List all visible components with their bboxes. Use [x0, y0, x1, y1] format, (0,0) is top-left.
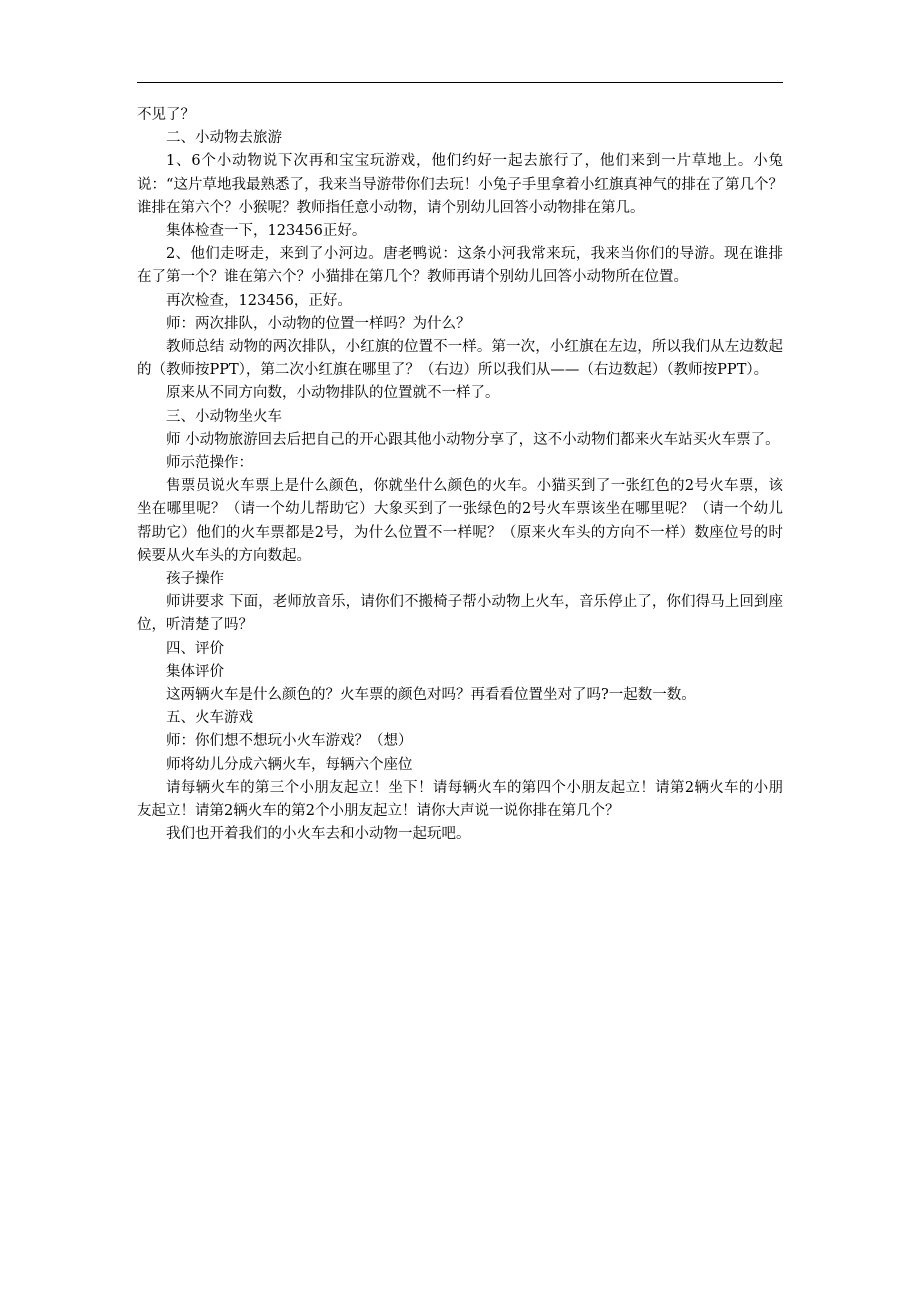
paragraph: 师 小动物旅游回去后把自己的开心跟其他小动物分享了，这不小动物们都来火车站买火车票了。	[166, 431, 780, 448]
section-heading: 四、评价	[166, 640, 224, 657]
section-heading: 二、小动物去旅游	[166, 130, 282, 147]
paragraph: 我们也开着我们的小火车去和小动物一起玩吧。	[166, 826, 471, 843]
paragraph: 2、他们走呀走，来到了小河边。唐老鸭说：这条小河我常来玩，我来当你们的导游。现在谁排在了第一个？谁在第六个？小猫排在第几个？教师再请个别幼儿回答小动物所在位置。	[137, 246, 783, 286]
paragraph: 师将幼儿分成六辆火车，每辆六个座位	[166, 756, 413, 773]
section-heading: 三、小动物坐火车	[166, 408, 282, 425]
document-body	[137, 104, 783, 847]
paragraph: 师：两次排队，小动物的位置一样吗？为什么？	[166, 315, 471, 332]
paragraph: 不见了？	[137, 107, 195, 123]
paragraph: 师示范操作：	[166, 455, 253, 472]
paragraph: 1、6个小动物说下次再和宝宝玩游戏，他们约好一起去旅行了，他们来到一片草地上。小兔说：“这片草地我最熟悉了，我来当导游带你们去玩！小兔子手里拿着小红旗真神气的排在了第几个？谁排在第六个？小猴呢？教师指任意小动物，请个别幼儿回答小动物排在第几。	[137, 153, 783, 216]
paragraph: 原来从不同方向数，小动物排队的位置就不一样了。	[166, 385, 500, 402]
paragraph: 这两辆火车是什么颜色的？火车票的颜色对吗？再看看位置坐对了吗?一起数一数。	[166, 687, 696, 704]
section-heading: 五、火车游戏	[166, 710, 253, 727]
paragraph: 孩子操作	[166, 571, 224, 588]
paragraph: 集体评价	[166, 663, 224, 680]
paragraph: 再次检查，123456，正好。	[166, 292, 352, 309]
header-rule	[137, 82, 783, 83]
paragraph: 师：你们想不想玩小火车游戏？（想）	[166, 733, 413, 750]
paragraph: 请每辆火车的第三个小朋友起立！坐下！请每辆火车的第四个小朋友起立！请第2辆火车的小朋友起立！请第2辆火车的第2个小朋友起立！请你大声说一说你排在第几个？	[137, 779, 783, 820]
paragraph: 集体检查一下，123456正好。	[166, 223, 367, 240]
paragraph: 教师总结 动物的两次排队，小红旗的位置不一样。第一次，小红旗在左边，所以我们从左边数起的（教师按PPT），第二次小红旗在哪里了？（右边）所以我们从——（右边数起）（教师按PPT）。	[137, 339, 783, 379]
paragraph: 售票员说火车票上是什么颜色，你就坐什么颜色的火车。小猫买到了一张红色的2号火车票，该坐在哪里呢？（请一个幼儿帮助它）大象买到了一张绿色的2号火车票该坐在哪里呢？（请一个幼儿帮助它）他们的火车票都是2号，为什么位置不一样呢？（原来火车头的方向不一样）数座位号的时候要从火车头的方向数起。	[137, 478, 783, 564]
paragraph: 师讲要求 下面，老师放音乐，请你们不搬椅子帮小动物上火车，音乐停止了，你们得马上回到座位，听清楚了吗？	[137, 594, 783, 634]
